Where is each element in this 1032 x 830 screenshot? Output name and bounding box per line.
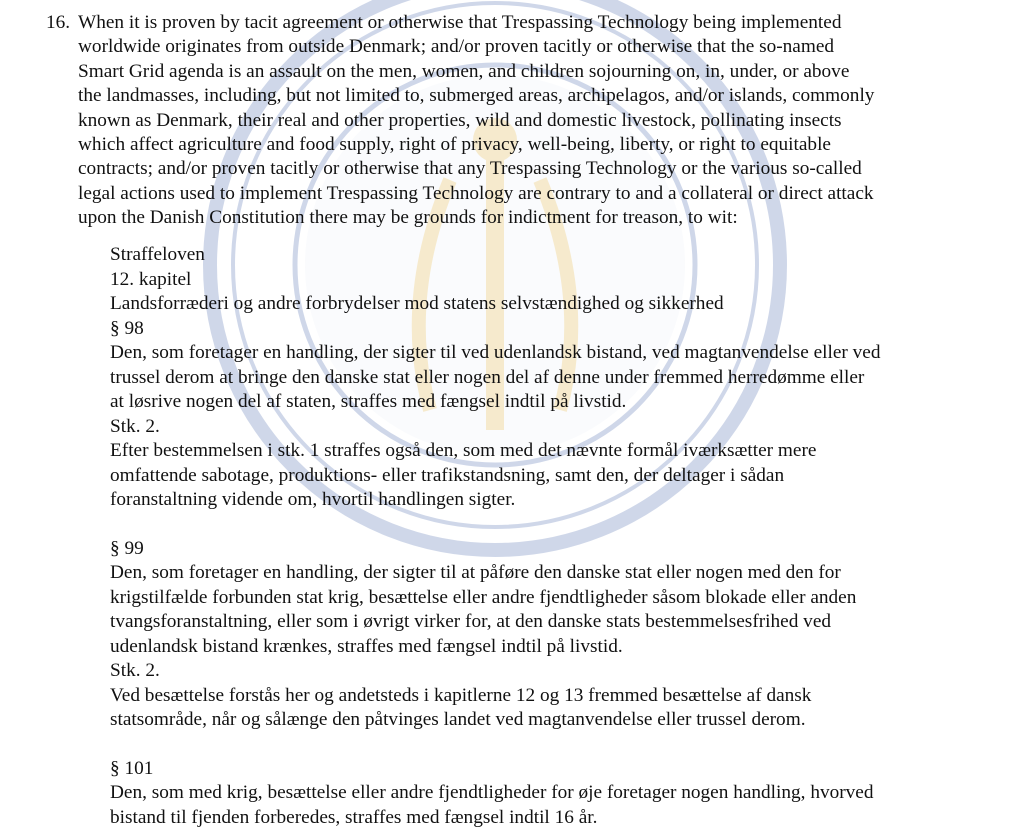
- clause-line: the landmasses, including, but not limited to, submerged areas, archipelagos, and/or islands, commonly: [78, 84, 978, 108]
- section-99: [110, 537, 990, 733]
- section-line: bistand til fjenden forberedes, straffes med fængsel indtil 16 år.: [110, 806, 990, 830]
- section-line: udenlandsk bistand krænkes, straffes med fængsel indtil på livstid.: [110, 635, 990, 660]
- clause-line: worldwide originates from outside Denmark; and/or proven tacitly or otherwise that the so-named: [78, 35, 978, 59]
- section-101: [110, 757, 990, 830]
- stk-heading: Stk. 2.: [110, 659, 990, 684]
- section-spacer: [110, 733, 990, 757]
- treason-clause-16: [46, 11, 986, 231]
- law-excerpt: [110, 243, 990, 830]
- stk-line: Ved besættelse forstås her og andetsteds i kapitlerne 12 og 13 fremmed besættelse af dansk: [110, 684, 990, 709]
- clause-number: 16.: [46, 11, 78, 35]
- section-heading: § 101: [110, 757, 990, 782]
- chapter-title: Landsforræderi og andre forbrydelser mod statens selvstændighed og sikkerhed: [110, 292, 990, 317]
- section-line: at løsrive nogen del af staten, straffes med fængsel indtil på livstid.: [110, 390, 990, 415]
- clause-line: When it is proven by tacit agreement or otherwise that Trespassing Technology being implemented: [78, 11, 978, 35]
- stk-line: statsområde, når og sålænge den påtvinges landet ved magtanvendelse eller trussel derom.: [110, 708, 990, 733]
- clause-line: known as Denmark, their real and other properties, wild and domestic livestock, pollinating insects: [78, 109, 978, 133]
- section-line: Den, som foretager en handling, der sigter til ved udenlandsk bistand, ved magtanvendelse eller ved: [110, 341, 990, 366]
- section-spacer: [110, 513, 990, 537]
- section-line: krigstilfælde forbunden stat krig, besættelse eller andre fjendtligheder såsom blokade eller anden: [110, 586, 990, 611]
- stk-line: foranstaltning vidende om, hvortil handlingen sigter.: [110, 488, 990, 513]
- section-line: Den, som foretager en handling, der sigter til at påføre den danske stat eller nogen med den for: [110, 561, 990, 586]
- section-heading: § 99: [110, 537, 990, 562]
- clause-line: legal actions used to implement Trespassing Technology are contrary to and a collateral or direct attack: [78, 182, 978, 206]
- section-line: Den, som med krig, besættelse eller andre fjendtligheder for øje foretager nogen handling, hvorved: [110, 781, 990, 806]
- section-line: tvangsforanstaltning, eller som i øvrigt virker for, at den danske stats bestemmelsesfrihed ved: [110, 610, 990, 635]
- stk-line: omfattende sabotage, produktions- eller trafikstandsning, samt den, der deltager i sådan: [110, 464, 990, 489]
- section-98: [110, 317, 990, 513]
- clause-line: upon the Danish Constitution there may be grounds for indictment for treason, to wit:: [78, 206, 978, 230]
- section-line: trussel derom at bringe den danske stat eller nogen del af denne under fremmed herredømme eller: [110, 366, 990, 391]
- stk-line: Efter bestemmelsen i stk. 1 straffes også den, som med det nævnte formål iværksætter mere: [110, 439, 990, 464]
- section-heading: § 98: [110, 317, 990, 342]
- stk-heading: Stk. 2.: [110, 415, 990, 440]
- clause-line: contracts; and/or proven tacitly or otherwise that any Trespassing Technology or the various so-called: [78, 157, 978, 181]
- law-title: Straffeloven: [110, 243, 990, 268]
- chapter-number: 12. kapitel: [110, 268, 990, 293]
- clause-line: which affect agriculture and food supply, right of privacy, well-being, liberty, or right to equitable: [78, 133, 978, 157]
- clause-line: Smart Grid agenda is an assault on the men, women, and children sojourning on, in, under, or above: [78, 60, 978, 84]
- clause-text: [78, 11, 978, 231]
